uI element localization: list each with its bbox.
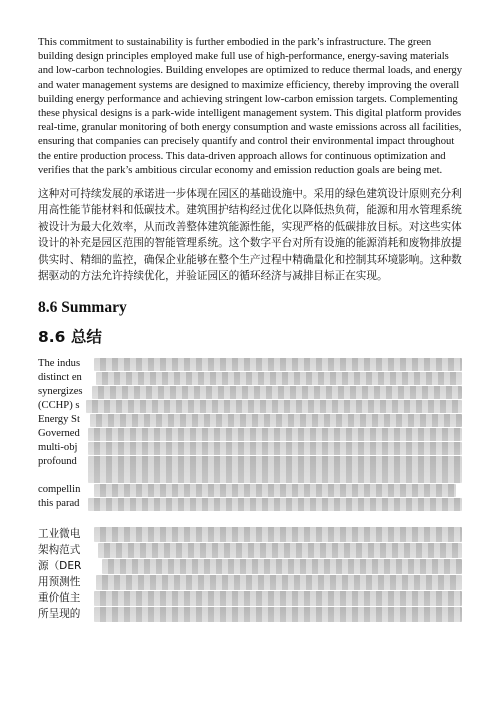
redacted-line-stub: 源（DER xyxy=(38,560,82,573)
redacted-line-stub: this parad xyxy=(38,498,80,510)
pixelated-region xyxy=(94,358,462,371)
english-paragraph-infrastructure: This commitment to sustainability is further embodied in the park’s infrastructure. The green building design principles employed make full use of high-performance, energy-saving materials and low-carbon technologies. Building envelopes are optimized to reduce thermal loads, and energy and water management systems are designed to maximize efficiency, thereby improving the overall building energy performance and achieving stringent low-carbon emission targets. Complementing these physical designs is a park-wide intelligent management system. This digital platform provides real-time, granular monitoring of both energy consumption and waste emissions across all facilities, ensuring that companies can precisely quantify and control their environmental impact throughout the entire production process. This data-driven approach allows for continuous optimization and verifies that the park’s ambitious circular economy and emission reduction goals are being met. xyxy=(38,37,463,176)
document-page xyxy=(38,36,462,626)
redacted-line-stub: profound xyxy=(38,456,77,468)
pixelated-region xyxy=(96,575,462,590)
redacted-line-stub: Governed xyxy=(38,428,80,440)
chinese-paragraph-infrastructure: 这种对可持续发展的承诺进一步体现在园区的基础设施中。采用的绿色建筑设计原则充分利用高性能节能材料和低碳技术。建筑围护结构经过优化以降低热负荷，能源和用水管理系统被设计为最大化效率，从而改善整体建筑能源性能，实现严格的低碳排放目标。对这些实体设计的补充是园区范围的智能管理系统。这个数字平台对所有设施的能源消耗和废物排放提供实时、精细的监控，确保企业能够在整个生产过程中精确量化和控制其环境影响。这种数据驱动的方法允许持续优化，并验证园区的循环经济与减排目标正在实现。 xyxy=(38,188,462,283)
pixelated-region xyxy=(96,372,462,385)
pixelated-region xyxy=(86,400,462,413)
pixelated-region xyxy=(94,607,462,622)
redacted-line-stub: 重价值主 xyxy=(38,592,81,605)
redacted-line-stub: (CCHP) s xyxy=(38,400,80,412)
pixelated-region xyxy=(88,498,462,511)
redacted-line-stub: 架构范式 xyxy=(38,544,81,557)
redacted-line-stub: multi-obj xyxy=(38,442,78,454)
pixelated-region xyxy=(94,484,456,497)
redacted-line-stub: 工业微电 xyxy=(38,528,81,541)
section-heading-chinese: 8.6 总结 xyxy=(38,328,102,347)
pixelated-region xyxy=(94,527,462,542)
redacted-english-summary xyxy=(38,358,462,526)
pixelated-region xyxy=(88,456,462,483)
pixelated-region xyxy=(90,414,462,427)
redacted-line-stub: 所呈现的 xyxy=(38,608,81,621)
pixelated-region xyxy=(98,543,462,558)
redacted-line-stub: synergizes xyxy=(38,386,83,398)
redacted-line-stub: compellin xyxy=(38,484,81,496)
pixelated-region xyxy=(92,386,462,399)
redacted-line-stub: The indus xyxy=(38,358,81,370)
pixelated-region xyxy=(88,442,462,455)
section-heading-english: 8.6 Summary xyxy=(38,299,127,317)
redacted-chinese-summary xyxy=(38,526,462,626)
redacted-line-stub: 用预测性 xyxy=(38,576,81,589)
pixelated-region xyxy=(102,559,462,574)
pixelated-region xyxy=(88,428,462,441)
redacted-line-stub: distinct en xyxy=(38,372,82,384)
redacted-line-stub: Energy St xyxy=(38,414,80,426)
pixelated-region xyxy=(94,591,462,606)
